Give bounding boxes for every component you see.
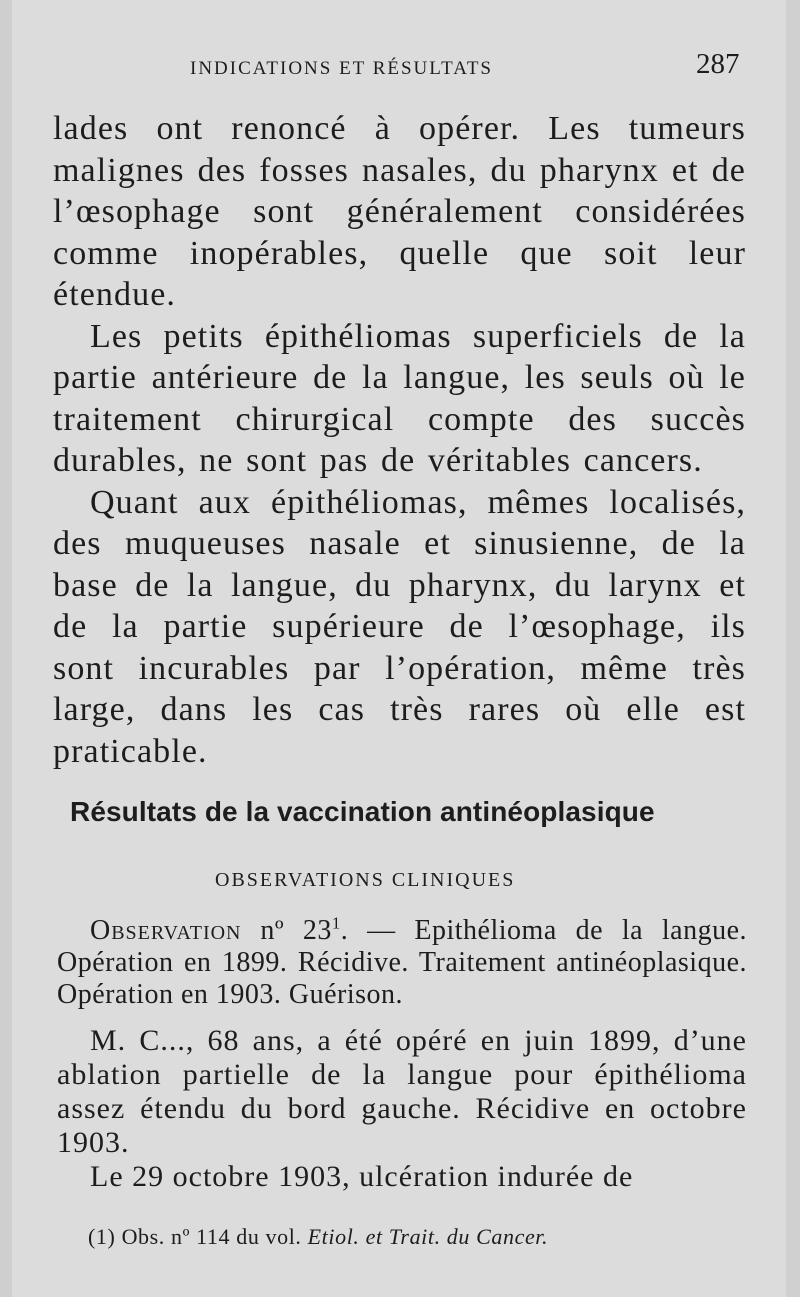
- case-text: [57, 1024, 747, 1194]
- section-title: Résultats de la vaccination antinéoplasique: [70, 796, 655, 827]
- page-number: 287: [696, 48, 740, 80]
- running-head: [0, 50, 800, 90]
- paragraph-2: Les petits épithéliomas superficiels de la partie antérieure de la langue, les seuls où le traitement chirurgical compte des succès durables, ne sont pas de véritables cancers.: [53, 317, 746, 479]
- page-edge-right: [786, 0, 800, 1297]
- running-head-title: INDICATIONS ET RÉSULTATS: [190, 58, 493, 79]
- footnote-text: Obs. nº 114 du vol.: [121, 1224, 302, 1249]
- case-paragraph-2: Le 29 octobre 1903, ulcération indurée de: [90, 1160, 634, 1193]
- observation-number: nº 23: [260, 915, 332, 946]
- observation-heading: [57, 915, 747, 1011]
- observation-summary: . — Epithélioma de la langue. Opération en 1899. Récidive. Traitement antinéoplasique. Opération en 1903. Guérison.: [57, 915, 747, 1010]
- observation-label: Observation: [90, 915, 242, 946]
- paragraph-3: Quant aux épithéliomas, mêmes localisés, des muqueuses nasale et sinusienne, de la base de la langue, du pharynx, du larynx et de la partie supérieure de l’œsophage, ils sont incurables par l’opération, même très large, dans les cas très rares où elle est praticable.: [53, 483, 746, 770]
- body-text: [53, 108, 746, 772]
- footnote: [88, 1224, 728, 1250]
- paragraph-1: lades ont renoncé à opérer. Les tumeurs malignes des fosses nasales, du pharynx et de l’œsophage sont généralement considérées comme inopérables, quelle que soit leur étendue.: [53, 110, 746, 313]
- footnote-reference: 1: [331, 913, 341, 933]
- footnote-marker: (1): [88, 1224, 116, 1249]
- case-paragraph-1: M. C..., 68 ans, a été opéré en juin 1899, d’une ablation partielle de la langue pour épithélioma assez étendu du bord gauche. Récidive en octobre 1903.: [57, 1024, 747, 1159]
- page-edge-left: [0, 0, 12, 1297]
- footnote-title: Etiol. et Trait. du Cancer.: [307, 1224, 549, 1249]
- subsection-title: OBSERVATIONS CLINIQUES: [215, 869, 516, 891]
